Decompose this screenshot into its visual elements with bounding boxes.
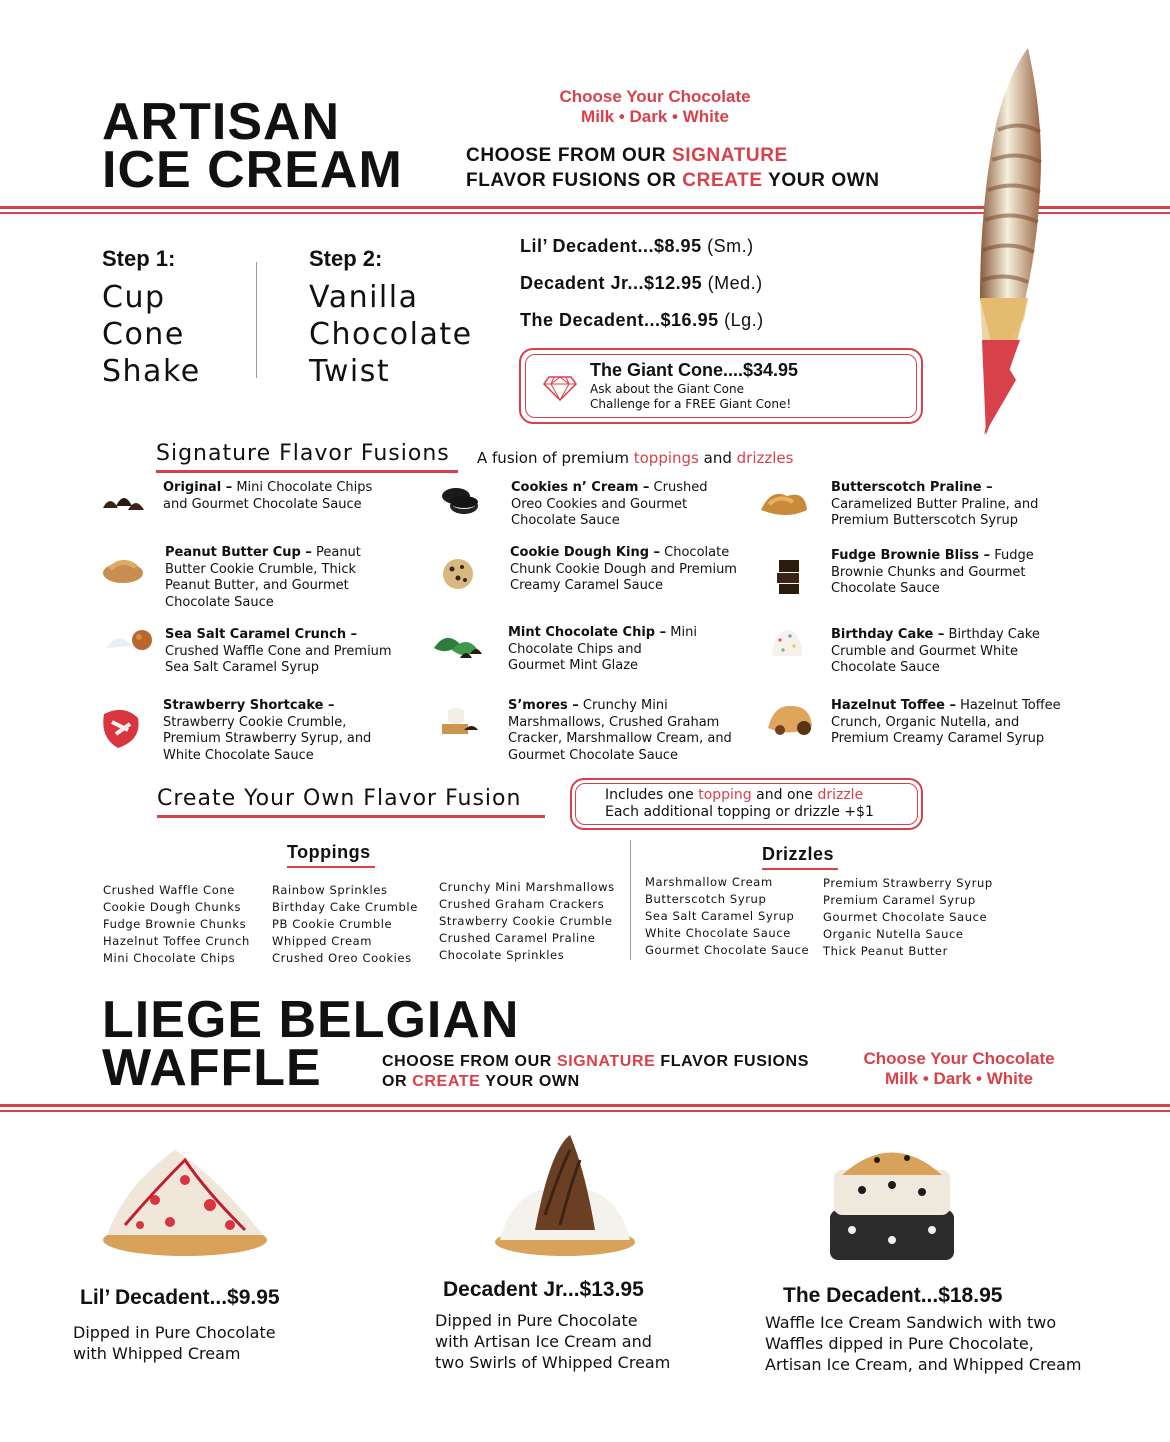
signature-heading: Signature Flavor Fusions [156,441,450,466]
includes-text [605,787,874,821]
drizzle-item[interactable]: White Chocolate Sauce [645,926,791,940]
fusion-desc: Crushed Oreo Cookies and Gourmet Chocolate Sauce [511,480,708,528]
fusion-name: Birthday Cake – [831,627,945,642]
giant-line: Ask about the Giant Cone [590,382,744,396]
topping-item[interactable]: Whipped Cream [272,934,373,948]
step1-option[interactable]: Shake [102,354,201,389]
step1-options [102,279,201,390]
fusion-name: S’mores – [508,698,579,713]
topping-item[interactable]: Crunchy Mini Marshmallows [439,880,615,894]
tagline-part: CHOOSE FROM OUR [466,145,672,166]
topping-item[interactable]: Mini Chocolate Chips [103,951,236,965]
topping-item[interactable]: Chocolate Sprinkles [439,948,565,962]
oreo-cookies-icon [436,482,484,518]
fusion-birthday-cake [831,627,1066,677]
hazelnut-toffee-icon [764,698,818,740]
fusion-name: Sea Salt Caramel Crunch – [165,627,358,642]
giant-line: Challenge for a FREE Giant Cone! [590,397,792,411]
fusion-hazelnut-toffee [831,698,1066,748]
drizzles-heading: Drizzles [762,844,835,864]
birthday-cake-icon [768,626,806,662]
fusion-strawberry-shortcake [163,698,393,764]
red-divider [0,1104,1170,1107]
fusion-desc: Strawberry Cookie Crumble, Premium Strawberry Syrup, and White Chocolate Sauce [163,714,372,763]
fusion-name: Hazelnut Toffee – [831,698,957,713]
step2-option[interactable]: Vanilla [309,280,419,315]
size-medium [520,273,763,294]
fusion-cookie-dough-king [510,545,740,595]
fusion-name: Mint Chocolate Chip – [508,625,667,640]
fusion-mint-chocolate-chip [508,625,698,675]
drizzle-item[interactable]: Premium Caramel Syrup [823,893,976,907]
heading-underline [762,868,838,870]
waffle-tagline [382,1052,809,1092]
size-name: Lil’ Decadent...$8.95 [520,236,702,256]
step2-option[interactable]: Twist [309,354,391,389]
fusion-name: Original – [163,480,233,495]
fusion-desc: Fudge Brownie Chunks and Gourmet Chocolate Sauce [831,548,1034,596]
peanut-butter-icon [100,553,146,585]
choose-chocolate-label: Choose Your Chocolate [863,1049,1055,1068]
toppings-column-1 [103,882,250,967]
waffle-item-title: The Decadent...$18.95 [783,1284,1003,1307]
fusion-name: Butterscotch Praline – [831,480,993,495]
tagline-signature: SIGNATURE [556,1053,656,1070]
waffle-title-line1: LIEGE BELGIAN [102,991,520,1049]
giant-cone-price: The Giant Cone....$34.95 [590,360,799,380]
toppings-column-3 [439,879,615,964]
ice-cream-title-line2: ICE CREAM [102,141,403,199]
heading-underline [287,866,375,868]
tagline-part: YOUR OWN [480,1073,580,1090]
cookie-dough-icon [440,556,476,592]
fusion-name: Cookies n’ Cream – [511,480,650,495]
waffle-item-desc [73,1322,276,1364]
fusion-desc: Crushed Waffle Cone and Premium Sea Salt Caramel Syrup [165,643,392,675]
includes-drizzle: drizzle [817,787,864,803]
step1-label: Step 1: [102,246,176,271]
waffle-title-line2: WAFFLE [102,1039,322,1097]
toppings-heading: Toppings [287,842,371,862]
size-name: The Decadent...$16.95 [520,310,719,330]
waffle-desc-line: Dipped in Pure Chocolate [435,1311,638,1330]
includes-part: Includes one [605,787,699,803]
drizzle-item[interactable]: Organic Nutella Sauce [823,927,964,941]
signature-subheading [477,449,793,467]
ice-cream-cone-icon [940,40,1050,440]
topping-item[interactable]: Rainbow Sprinkles [272,883,388,897]
list-divider [630,840,631,960]
tagline-part: CHOOSE FROM OUR [382,1053,557,1070]
fusion-desc: Birthday Cake Crumble and Gourmet White Chocolate Sauce [831,627,1040,675]
topping-item[interactable]: Strawberry Cookie Crumble [439,914,613,928]
fusion-name: Peanut Butter Cup – [165,545,312,560]
fusion-cookies-n-cream [511,480,721,530]
topping-item[interactable]: Cookie Dough Chunks [103,900,242,914]
step1-option[interactable]: Cone [102,317,185,352]
drizzle-item[interactable]: Butterscotch Syrup [645,892,767,906]
smores-icon [436,702,480,742]
fusion-desc: Caramelized Butter Praline, and Premium Butterscotch Syrup [831,496,1039,528]
drizzle-item[interactable]: Sea Salt Caramel Syrup [645,909,795,923]
toppings-column-2 [272,882,418,967]
heading-underline [156,470,458,473]
heading-underline [157,815,545,818]
drizzles-column-2 [823,875,993,960]
drizzle-item[interactable]: Gourmet Chocolate Sauce [823,910,988,924]
additional-price: Each additional topping or drizzle +$1 [605,804,874,820]
sub-part: A fusion of premium [477,449,634,467]
giant-cone-challenge [590,382,791,412]
step2-label: Step 2: [309,246,383,271]
topping-item[interactable]: PB Cookie Crumble [272,917,393,931]
waffle-choose-chocolate [850,1049,1068,1089]
ice-cream-tagline [466,143,880,193]
waffle-item-desc [765,1312,1081,1375]
tagline-create: CREATE [682,170,763,191]
topping-item[interactable]: Fudge Brownie Chunks [103,917,247,931]
drizzle-item[interactable]: Marshmallow Cream [645,875,773,889]
tagline-part: YOUR OWN [762,170,880,191]
choose-chocolate-label: Choose Your Chocolate [559,87,751,106]
strawberry-icon [98,704,148,752]
tagline-signature: SIGNATURE [671,145,788,166]
topping-item[interactable]: Crushed Waffle Cone [103,883,235,897]
fusion-butterscotch-praline [831,480,1061,530]
tagline-part: FLAVOR FUSIONS OR [466,170,683,191]
waffle-desc-line: with Artisan Ice Cream and [435,1332,652,1351]
sub-toppings: toppings [633,449,699,467]
topping-item[interactable]: Crushed Caramel Praline [439,931,596,945]
tagline-create: CREATE [412,1073,481,1090]
step-divider [256,262,257,378]
size-label: (Sm.) [707,236,754,256]
step2-option[interactable]: Chocolate [309,317,473,352]
brownie-icon [775,556,803,596]
sub-part: and [698,449,737,467]
waffle-chocolate-image [480,1130,650,1260]
topping-item[interactable]: Birthday Cake Crumble [272,900,418,914]
size-large [520,310,764,331]
ice-cream-title-line1: ARTISAN [102,93,341,151]
topping-item[interactable]: Crushed Oreo Cookies [272,951,412,965]
waffle-item-desc [435,1310,670,1373]
fusion-desc: Hazelnut Toffee Crunch, Organic Nutella, and Premium Creamy Caramel Syrup [831,698,1061,746]
sub-drizzles: drizzles [736,449,794,467]
fusion-original [163,480,393,513]
fusion-name: Fudge Brownie Bliss – [831,548,991,563]
size-name: Decadent Jr...$12.95 [520,273,703,293]
includes-topping: topping [698,787,752,803]
drizzle-item[interactable]: Gourmet Chocolate Sauce [645,943,810,957]
waffle-desc-line: Artisan Ice Cream, and Whipped Cream [765,1355,1082,1374]
tagline-part: FLAVOR FUSIONS [655,1053,809,1070]
waffle-desc-line: Dipped in Pure Chocolate [73,1323,276,1342]
fusion-desc: Crunchy Mini Marshmallows, Crushed Graham Cracker, Marshmallow Cream, and Gourmet Chocolate Sauce [508,698,732,763]
fusion-name: Strawberry Shortcake – [163,698,335,713]
fusion-desc: Mini Chocolate Chips and Gourmet Chocolate Sauce [163,480,373,512]
chocolate-options: Milk • Dark • White [885,1069,1033,1088]
waffle-desc-line: Waffles dipped in Pure Chocolate, [765,1334,1034,1353]
fusion-fudge-brownie-bliss [831,548,1046,598]
waffle-item-title: Decadent Jr...$13.95 [443,1278,644,1301]
topping-item[interactable]: Hazelnut Toffee Crunch [103,934,250,948]
drizzle-item[interactable]: Thick Peanut Butter [823,944,948,958]
sea-salt-caramel-icon [104,624,156,654]
step2-options [309,279,473,390]
fusion-name: Cookie Dough King – [510,545,661,560]
diamond-icon [543,375,577,401]
praline-icon [757,484,811,520]
choose-chocolate [500,87,810,127]
waffle-oreo-sandwich-image [822,1130,962,1270]
chocolate-options: Milk • Dark • White [581,107,729,126]
tagline-part: OR [382,1073,413,1090]
waffle-desc-line: two Swirls of Whipped Cream [435,1353,671,1372]
step1-option[interactable]: Cup [102,280,166,315]
fusion-sea-salt-caramel-crunch [165,627,400,677]
waffle-strawberry-image [95,1130,275,1260]
includes-part: and one [751,787,818,803]
topping-item[interactable]: Crushed Graham Crackers [439,897,605,911]
fusion-smores [508,698,738,764]
mint-leaf-icon [430,628,488,662]
drizzles-column-1 [645,874,809,959]
chocolate-chips-icon [98,486,148,516]
fusion-desc: Peanut Butter Cookie Crumble, Thick Peanut Butter, and Gourmet Chocolate Sauce [165,545,361,610]
waffle-desc-line: with Whipped Cream [73,1344,241,1363]
drizzle-item[interactable]: Premium Strawberry Syrup [823,876,993,890]
create-own-heading: Create Your Own Flavor Fusion [157,786,522,811]
size-small [520,236,754,257]
red-divider-thin [0,1110,1170,1112]
waffle-desc-line: Waffle Ice Cream Sandwich with two [765,1313,1057,1332]
size-label: (Med.) [707,273,763,293]
size-label: (Lg.) [724,310,764,330]
fusion-desc: Mini Chocolate Chips and Gourmet Mint Glaze [508,625,697,673]
fusion-peanut-butter-cup [165,545,385,611]
fusion-desc: Chocolate Chunk Cookie Dough and Premium Creamy Caramel Sauce [510,545,737,593]
waffle-item-title: Lil’ Decadent...$9.95 [80,1286,280,1309]
